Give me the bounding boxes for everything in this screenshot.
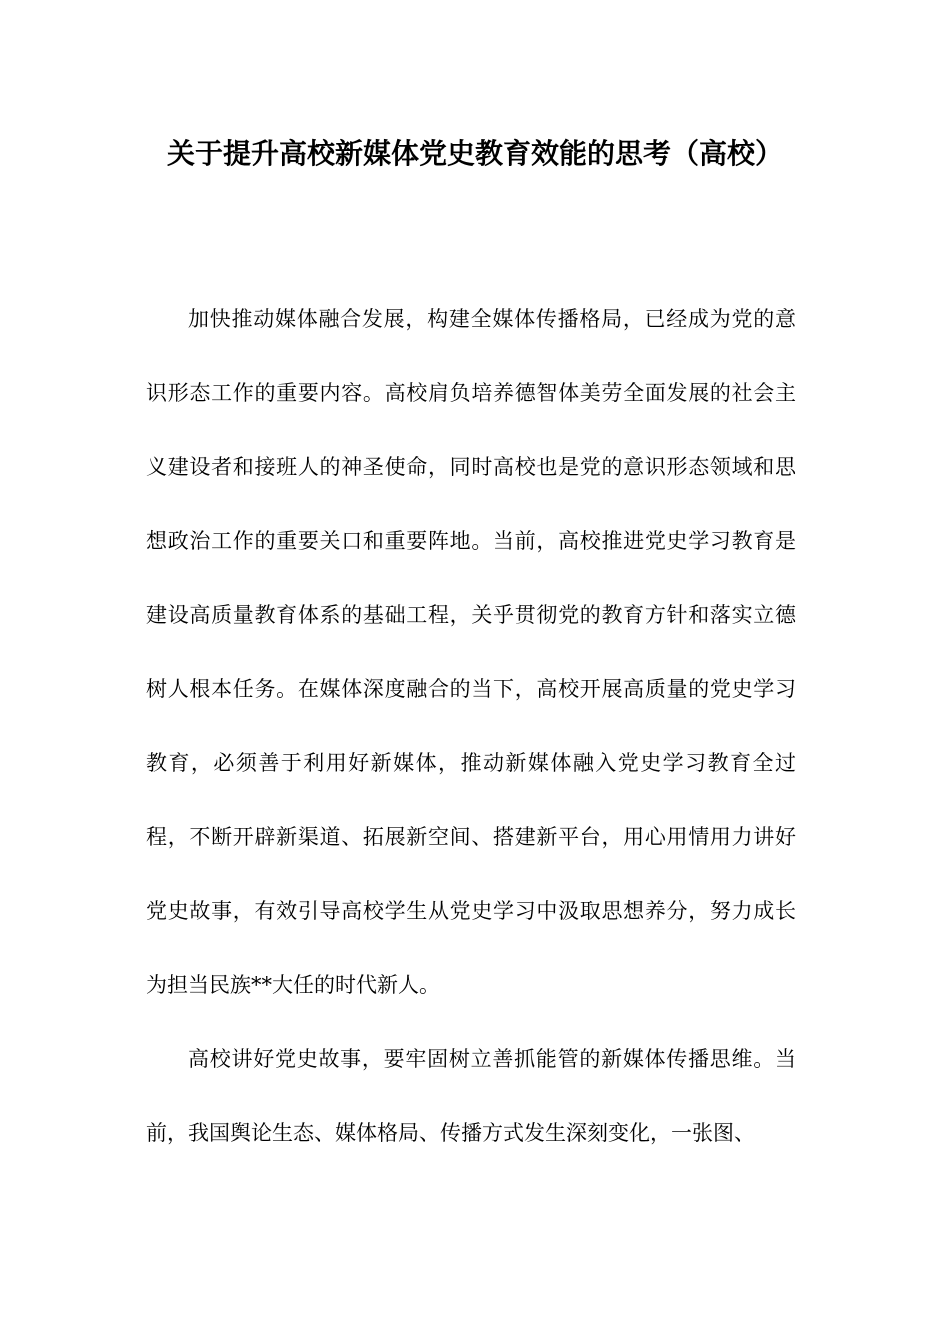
document-body: [146, 282, 796, 1170]
paragraph-2: 高校讲好党史故事，要牢固树立善抓能管的新媒体传播思维。当前，我国舆论生态、媒体格局、传播方式发生深刻变化，一张图、: [146, 1047, 796, 1145]
document-title: 关于提升高校新媒体党史教育效能的思考（高校）: [166, 137, 783, 170]
paragraph-1: 加快推动媒体融合发展，构建全媒体传播格局，已经成为党的意识形态工作的重要内容。高校肩负培养德智体美劳全面发展的社会主义建设者和接班人的神圣使命，同时高校也是党的意识形态领域和思想政治工作的重要关口和重要阵地。当前，高校推进党史学习教育是建设高质量教育体系的基础工程，关乎贯彻党的教育方针和落实立德树人根本任务。在媒体深度融合的当下，高校开展高质量的党史学习教育，必须善于利用好新媒体，推动新媒体融入党史学习教育全过程，不断开辟新渠道、拓展新空间、搭建新平台，用心用情用力讲好党史故事，有效引导高校学生从党史学习中汲取思想养分，努力成长为担当民族**大任的时代新人。: [146, 307, 796, 997]
